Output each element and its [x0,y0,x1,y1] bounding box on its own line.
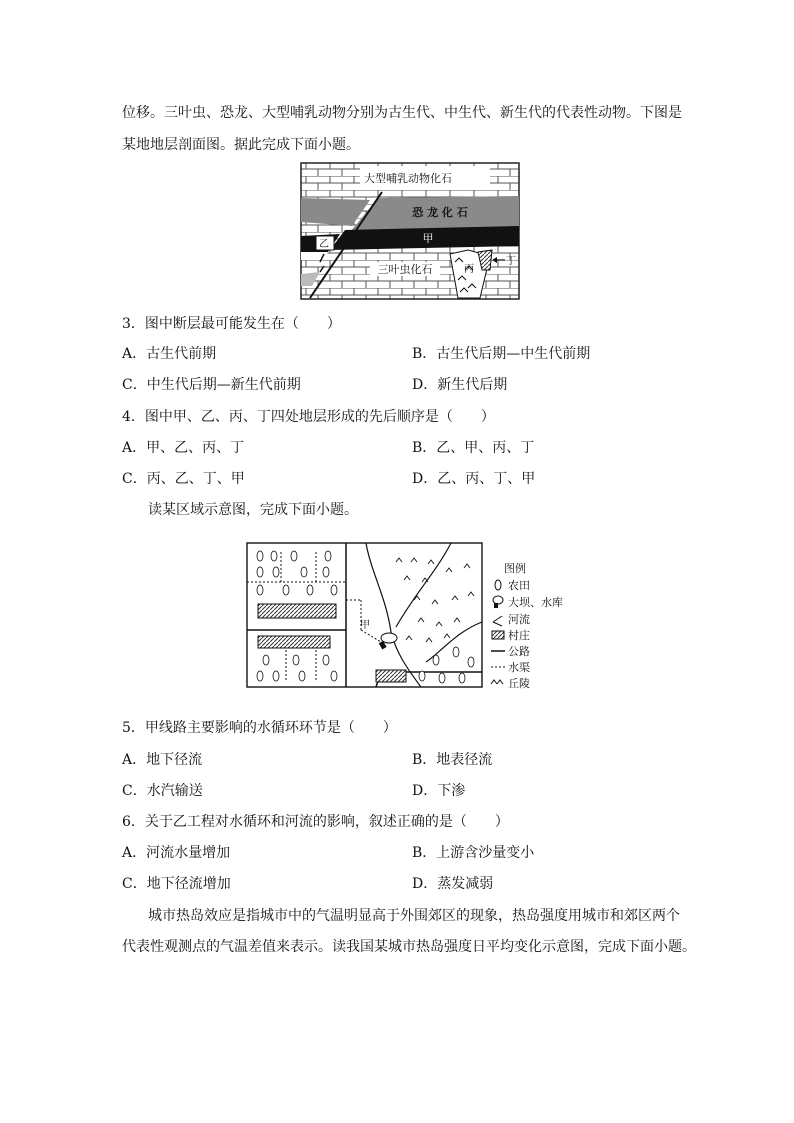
layer-yi-label: 乙 [319,239,329,250]
legend [491,579,563,690]
dinosaur-fossil-label: 恐 龙 化 石 [412,206,468,219]
legend-hills: 丘陵 [508,677,530,690]
q5-option-b: B．地表径流 [412,752,493,768]
q4-option-a: A．甲、乙、丙、丁 [122,440,245,456]
q3-option-c: C．中生代后期—新生代前期 [122,377,301,393]
q4-option-c: C．丙、乙、丁、甲 [122,471,245,487]
trilobite-fossil-label: 三叶虫化石 [377,263,433,276]
map-jia-label: 甲 [360,620,370,631]
outro-line-2: 代表性观测点的气温差值来表示。读我国某城市热岛强度日平均变化示意图，完成下面小题。 [122,939,696,955]
q6-option-c: C．地下径流增加 [122,876,231,892]
q3-option-d: D．新生代后期 [412,377,508,393]
legend-road: 公路 [508,645,530,658]
legend-farmland: 农田 [508,579,530,592]
q5-option-a: A．地下径流 [122,752,203,768]
regional-map-figure [246,542,586,690]
read-prompt: 读某区域示意图，完成下面小题。 [148,502,358,518]
legend-title: 图例 [504,562,526,575]
intro-line-2: 某地地层剖面图。据此完成下面小题。 [122,137,360,153]
outro-line-1: 城市热岛效应是指城市中的气温明显高于外围郊区的现象，热岛强度用城市和郊区两个 [148,908,680,924]
layer-jia-label: 甲 [422,232,434,245]
q3-stem: 3．图中断层最可能发生在（ ） [122,316,341,332]
q4-option-b: B．乙、甲、丙、丁 [412,440,535,456]
q3-option-a: A．古生代前期 [122,346,217,362]
q6-option-a: A．河流水量增加 [122,845,231,861]
layer-bing-label: 丙 [464,264,474,275]
q5-option-c: C．水汽输送 [122,783,203,799]
q6-option-d: D．蒸发减弱 [412,876,494,892]
q3-option-b: B．古生代后期—中生代前期 [412,346,591,362]
q4-stem: 4．图中甲、乙、丙、丁四处地层形成的先后顺序是（ ） [122,409,495,425]
q6-stem: 6．关于乙工程对水循环和河流的影响，叙述正确的是（ ） [122,814,509,830]
strata-section-figure [300,162,520,302]
layer-ding-label: 丁 [506,256,516,267]
legend-river: 河流 [508,613,530,626]
legend-village: 村庄 [508,629,530,642]
q5-option-d: D．下渗 [412,783,466,799]
mammal-fossil-label: 大型哺乳动物化石 [364,172,452,185]
q4-option-d: D．乙、丙、丁、甲 [412,471,536,487]
q5-stem: 5．甲线路主要影响的水循环环节是（ ） [122,720,397,736]
legend-dam-reservoir: 大坝、水库 [508,596,563,609]
q6-option-b: B．上游含沙量变小 [412,845,535,861]
intro-line-1: 位移。三叶虫、恐龙、大型哺乳动物分别为古生代、中生代、新生代的代表性动物。下图是 [122,105,682,121]
legend-canal: 水渠 [508,661,530,674]
